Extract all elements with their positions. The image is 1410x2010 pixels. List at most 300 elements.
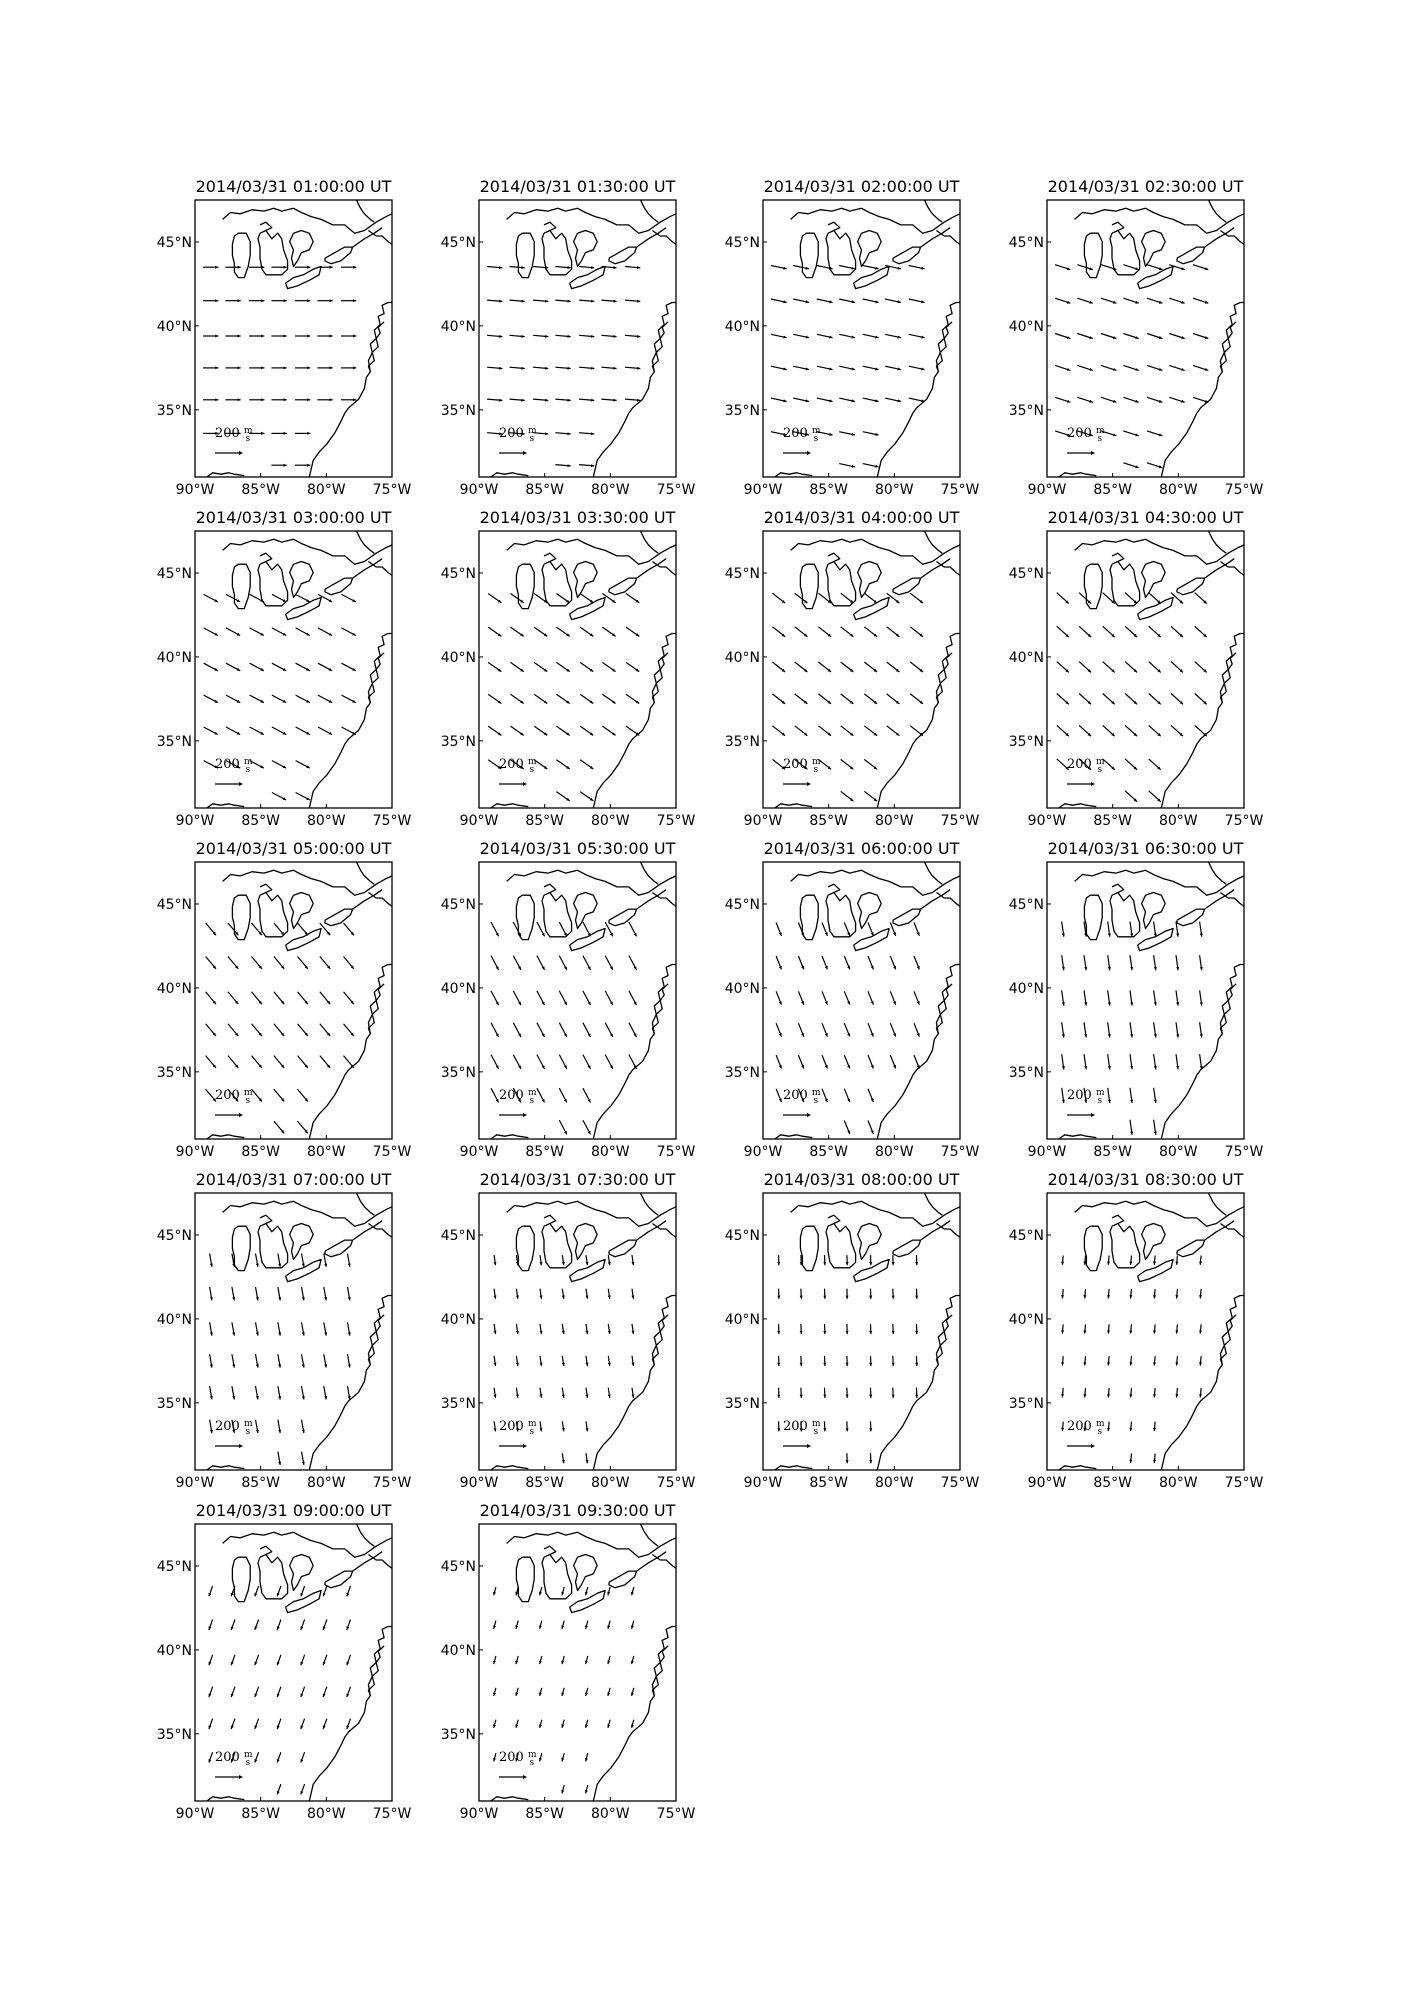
x-tick-label: 75°W — [940, 813, 980, 829]
wind-vector-head — [521, 335, 524, 338]
coastline-coast — [223, 539, 392, 564]
quiver-key-label: 200 $^m$ s — [215, 1419, 253, 1437]
coastline-huron — [290, 1555, 314, 1591]
x-tick-label: 85°W — [1093, 813, 1133, 829]
coastline-stlaw — [1205, 559, 1235, 578]
coastline-superiorIsl — [544, 553, 556, 561]
y-tick-label: 35°N — [156, 1395, 192, 1412]
y-tick-label: 40°N — [440, 1311, 476, 1328]
wind-vector-head — [261, 432, 264, 435]
wind-vector-head — [301, 1593, 304, 1596]
wind-vector-head — [613, 335, 616, 338]
coastline-michigan — [1084, 1226, 1102, 1270]
wind-vector-head — [567, 367, 570, 370]
wind-vector-head — [777, 1395, 780, 1398]
wind-vector-head — [1113, 368, 1117, 371]
y-tick-label: 40°N — [724, 318, 760, 335]
quiver-key-arrowhead — [523, 1775, 527, 1779]
x-tick-label: 75°W — [940, 1475, 980, 1491]
coastline-huron — [290, 893, 314, 929]
wind-vector-head — [869, 1363, 872, 1366]
map-panel — [441, 177, 696, 498]
coastline-superiorIsl — [828, 553, 840, 561]
wind-vector-head — [637, 266, 640, 269]
wind-vector-head — [591, 266, 594, 269]
wind-vector-head — [591, 367, 594, 370]
wind-vector-head — [323, 1662, 326, 1666]
quiver-key-arrowhead — [807, 782, 811, 786]
coastline-huron — [858, 562, 882, 598]
wind-vector-head — [1153, 1428, 1156, 1431]
wind-vector-head — [215, 266, 218, 269]
coastline-nova — [1220, 893, 1244, 907]
x-tick-label: 75°W — [656, 1806, 696, 1822]
wind-vector-head — [567, 464, 570, 467]
coastline-nova — [368, 1224, 392, 1238]
map-panel — [157, 508, 412, 829]
coastline-erie — [286, 267, 322, 289]
coastline-coast — [791, 208, 960, 233]
x-tick-label: 80°W — [590, 1806, 630, 1822]
wind-vector-head — [238, 299, 241, 302]
coastline-nova — [652, 231, 676, 245]
wind-vector-head — [1083, 1394, 1086, 1397]
coastline-ontario — [1177, 909, 1205, 926]
y-tick-label: 35°N — [156, 733, 192, 750]
coastline-superiorIsl — [1112, 222, 1124, 230]
coastline-quebec — [641, 1524, 659, 1546]
y-tick-label: 45°N — [440, 234, 476, 251]
x-tick-label: 85°W — [525, 482, 565, 498]
coastline-nova — [1220, 231, 1244, 245]
y-tick-label: 45°N — [1008, 234, 1044, 251]
y-tick-label: 45°N — [440, 1558, 476, 1575]
map-panel — [441, 1170, 696, 1491]
wind-vector-head — [255, 1726, 258, 1730]
coastline-huron — [290, 562, 314, 598]
x-tick-label: 80°W — [1158, 1144, 1198, 1160]
quiver-key-arrowhead — [1091, 451, 1095, 455]
wind-vector-head — [238, 366, 241, 369]
wind-vector-head — [591, 432, 594, 435]
quiver-key-arrowhead — [1091, 782, 1095, 786]
coastline-coast — [223, 1201, 392, 1226]
map-panel — [1009, 839, 1264, 1160]
coastline-quebec — [357, 531, 375, 553]
coastline-nova — [1220, 1224, 1244, 1238]
coastline-ontario — [1177, 578, 1205, 595]
coastline-ontario — [1177, 247, 1205, 264]
coastline-huron — [574, 562, 598, 598]
coastline-lowerMi — [258, 231, 288, 275]
panel-title: 2014/03/31 07:30:00 UT — [479, 1170, 676, 1189]
wind-vector-head — [1153, 1295, 1156, 1298]
coastline-east — [1161, 1296, 1244, 1471]
wind-vector-head — [307, 299, 310, 302]
wind-vector-head — [1205, 336, 1208, 339]
wind-vector-head — [846, 1331, 849, 1334]
coastline-coast — [791, 539, 960, 564]
x-tick-label: 85°W — [241, 482, 281, 498]
wind-vector-head — [284, 464, 287, 467]
coastline-quebec — [641, 531, 659, 553]
coastline-huron — [858, 893, 882, 929]
wind-vector-head — [1153, 1262, 1156, 1265]
wind-vector-head — [346, 1694, 349, 1698]
quiver-key-arrowhead — [239, 1113, 243, 1117]
coastline-superiorIsl — [1112, 553, 1124, 561]
x-tick-label: 80°W — [590, 1144, 630, 1160]
coastline-lowerMi — [542, 1224, 572, 1268]
coastline-huron — [858, 1224, 882, 1260]
wind-vector-head — [1159, 465, 1163, 468]
y-tick-label: 40°N — [1008, 1311, 1044, 1328]
coastline-east — [309, 1296, 392, 1471]
map-panel — [725, 508, 980, 829]
wind-vector-head — [591, 335, 594, 338]
coastline-nova — [368, 231, 392, 245]
coastline-coast — [223, 1532, 392, 1557]
quiver-key-arrowhead — [239, 782, 243, 786]
x-tick-label: 75°W — [656, 813, 696, 829]
wind-vector-head — [1113, 301, 1117, 304]
wind-vector-head — [1135, 400, 1138, 403]
coastline-superiorIsl — [544, 1546, 556, 1554]
panel-title: 2014/03/31 04:00:00 UT — [763, 508, 960, 527]
wind-vector-head — [1159, 301, 1163, 304]
y-tick-label: 35°N — [440, 733, 476, 750]
coastline-stlaw — [921, 559, 951, 578]
coastline-stlaw — [637, 890, 667, 909]
coastline-ontario — [325, 578, 353, 595]
y-tick-label: 45°N — [440, 1227, 476, 1244]
coastline-superiorIsl — [544, 1215, 556, 1223]
coastline-lowerMi — [826, 562, 856, 606]
panel-title: 2014/03/31 08:00:00 UT — [763, 1170, 960, 1189]
wind-vector-head — [823, 1296, 826, 1299]
y-tick-label: 35°N — [1008, 1064, 1044, 1081]
coastline-ontario — [893, 247, 921, 264]
quiver-key-label: 200 $^m$ s — [499, 757, 537, 775]
quiver-key-label: 200 $^m$ s — [783, 426, 821, 444]
y-tick-label: 45°N — [1008, 565, 1044, 582]
wind-vector-head — [1199, 1330, 1202, 1333]
wind-vector-head — [1061, 1295, 1064, 1298]
wind-vector-head — [1153, 1362, 1156, 1365]
coastline-quebec — [641, 200, 659, 222]
wind-vector-head — [1061, 1362, 1064, 1365]
wind-vector-head — [1061, 1428, 1064, 1431]
coastline-michigan — [232, 564, 250, 608]
wind-vector-head — [823, 1363, 826, 1366]
wind-vector-head — [777, 1428, 780, 1431]
coastline-huron — [290, 231, 314, 267]
coastline-erie — [854, 598, 890, 620]
coastline-lowerMi — [258, 562, 288, 606]
wind-vector-head — [1135, 433, 1138, 436]
wind-vector-head — [892, 1296, 895, 1299]
wind-vector-head — [238, 335, 241, 338]
wind-vector-head — [915, 1395, 918, 1398]
coastline-superiorIsl — [260, 553, 272, 561]
coastline-nova — [652, 893, 676, 907]
coastline-lowerMi — [826, 893, 856, 937]
wind-vector-head — [231, 1662, 234, 1666]
quiver-key-label: 200 $^m$ s — [1067, 426, 1105, 444]
x-tick-label: 75°W — [940, 482, 980, 498]
wind-vector-head — [277, 1694, 280, 1698]
y-tick-label: 40°N — [1008, 318, 1044, 335]
coastline-nova — [652, 562, 676, 576]
coastline-stlaw — [637, 559, 667, 578]
panel-title: 2014/03/31 01:30:00 UT — [479, 177, 676, 196]
wind-vector-head — [1153, 1394, 1156, 1397]
coastline-quebec — [641, 1193, 659, 1215]
x-tick-label: 80°W — [306, 1806, 346, 1822]
x-tick-label: 75°W — [372, 1806, 412, 1822]
wind-vector-head — [261, 266, 264, 269]
map-panel — [1009, 177, 1264, 498]
wind-vector-head — [301, 1726, 304, 1730]
wind-vector-head — [1181, 336, 1185, 339]
wind-vector-head — [353, 299, 356, 302]
wind-vector-head — [521, 367, 524, 370]
x-tick-label: 85°W — [525, 1806, 565, 1822]
wind-vector-head — [301, 1694, 304, 1698]
wind-vector-head — [231, 1726, 234, 1730]
wind-vector-head — [1061, 1330, 1064, 1333]
coastline-lowerMi — [542, 893, 572, 937]
x-tick-label: 90°W — [1027, 1475, 1067, 1491]
coastline-lowerMi — [258, 1224, 288, 1268]
x-tick-label: 75°W — [372, 482, 412, 498]
wind-vector-head — [637, 367, 640, 370]
coastline-quebec — [641, 862, 659, 884]
coastline-ontario — [609, 578, 637, 595]
coastline-lowerMi — [542, 1555, 572, 1599]
coastline-lowerMi — [1110, 562, 1140, 606]
wind-vector-head — [846, 1296, 849, 1299]
coastline-stlaw — [353, 559, 383, 578]
wind-vector-head — [277, 1726, 280, 1730]
x-tick-label: 90°W — [175, 813, 215, 829]
x-tick-label: 80°W — [306, 482, 346, 498]
coastline-stlaw — [637, 228, 667, 247]
coastline-lowerMi — [1110, 893, 1140, 937]
wind-vector-head — [215, 335, 218, 338]
wind-vector-head — [1135, 267, 1138, 270]
wind-vector-head — [846, 1428, 849, 1431]
wind-vector-head — [1199, 1262, 1202, 1265]
panel-title: 2014/03/31 03:30:00 UT — [479, 508, 676, 527]
wind-vector-head — [1135, 301, 1138, 304]
coastline-stlaw — [353, 890, 383, 909]
wind-vector-head — [777, 1296, 780, 1299]
coastline-stlaw — [921, 890, 951, 909]
coastline-coast — [507, 208, 676, 233]
coastline-erie — [570, 929, 606, 951]
coastline-lowerMi — [258, 1555, 288, 1599]
quiver-key-label: 200 $^m$ s — [1067, 1088, 1105, 1106]
coastline-coast — [1075, 208, 1244, 233]
coastline-east — [877, 303, 960, 478]
coastline-erie — [286, 1591, 322, 1613]
coastline-nova — [936, 1224, 960, 1238]
coastline-coast — [1075, 870, 1244, 895]
coastline-michigan — [516, 1226, 534, 1270]
coastline-east — [877, 634, 960, 809]
wind-vector-head — [353, 335, 356, 338]
coastline-stlaw — [353, 228, 383, 247]
wind-vector-head — [869, 1395, 872, 1398]
x-tick-label: 75°W — [372, 1144, 412, 1160]
x-tick-label: 90°W — [459, 1144, 499, 1160]
y-tick-label: 40°N — [440, 1642, 476, 1659]
coastline-michigan — [800, 1226, 818, 1270]
coastline-superiorIsl — [1112, 884, 1124, 892]
wind-vector-head — [892, 1331, 895, 1334]
quiver-key-arrowhead — [807, 1113, 811, 1117]
coastline-coast — [223, 870, 392, 895]
wind-vector-head — [915, 1296, 918, 1299]
panel-title: 2014/03/31 01:00:00 UT — [195, 177, 392, 196]
coastline-quebec — [1209, 531, 1227, 553]
x-tick-label: 90°W — [743, 813, 783, 829]
coastline-erie — [854, 267, 890, 289]
coastline-lowerMi — [1110, 1224, 1140, 1268]
wind-vector-head — [892, 1363, 895, 1366]
wind-vector-head — [238, 398, 241, 401]
quiver-key-label: 200 $^m$ s — [1067, 1419, 1105, 1437]
y-tick-label: 35°N — [724, 733, 760, 750]
quiver-key-label: 200 $^m$ s — [783, 1088, 821, 1106]
wind-vector-head — [1089, 267, 1093, 270]
wind-vector-head — [323, 1694, 326, 1698]
x-tick-label: 90°W — [459, 1806, 499, 1822]
wind-vector-head — [307, 464, 310, 467]
panel-title: 2014/03/31 06:30:00 UT — [1047, 839, 1244, 858]
wind-vector-head — [346, 1662, 349, 1666]
x-tick-label: 85°W — [525, 1144, 565, 1160]
x-tick-label: 90°W — [1027, 1144, 1067, 1160]
y-tick-label: 35°N — [440, 1064, 476, 1081]
coastline-michigan — [232, 1557, 250, 1601]
wind-vector-head — [255, 1662, 258, 1666]
coastline-huron — [574, 1555, 598, 1591]
wind-vector-head — [499, 399, 502, 402]
coastline-nova — [936, 231, 960, 245]
coastline-east — [593, 1627, 676, 1802]
y-tick-label: 45°N — [440, 896, 476, 913]
quiver-key-arrowhead — [1091, 1444, 1095, 1448]
coastline-superiorIsl — [828, 222, 840, 230]
wind-vector-head — [1199, 1394, 1202, 1397]
quiver-key-arrowhead — [807, 1444, 811, 1448]
y-tick-label: 45°N — [440, 565, 476, 582]
wind-vector-head — [1159, 368, 1163, 371]
x-tick-label: 90°W — [175, 482, 215, 498]
quiver-key-arrowhead — [1091, 1113, 1095, 1117]
coastline-stlaw — [353, 1221, 383, 1240]
wind-vector-head — [1159, 267, 1163, 270]
coastline-michigan — [232, 895, 250, 939]
y-tick-label: 40°N — [1008, 649, 1044, 666]
y-tick-label: 35°N — [724, 402, 760, 419]
x-tick-label: 75°W — [656, 1475, 696, 1491]
coastline-superiorIsl — [260, 1215, 272, 1223]
wind-vector-head — [499, 335, 502, 338]
wind-vector-head — [1113, 336, 1117, 339]
coastline-ontario — [325, 1571, 353, 1588]
coastline-superiorIsl — [260, 222, 272, 230]
y-tick-label: 45°N — [724, 234, 760, 251]
coastline-stlaw — [1205, 228, 1235, 247]
coastline-coast — [1075, 539, 1244, 564]
quiver-key-label: 200 $^m$ s — [499, 426, 537, 444]
wind-vector-head — [209, 1694, 212, 1698]
wind-vector-head — [255, 1759, 258, 1762]
wind-vector-head — [869, 1460, 872, 1463]
wind-vector-head — [323, 1593, 326, 1596]
wind-vector-head — [330, 299, 333, 302]
x-tick-label: 75°W — [1224, 1144, 1264, 1160]
wind-vector-head — [613, 399, 616, 402]
wind-vector-head — [1067, 267, 1070, 270]
x-tick-label: 80°W — [590, 1475, 630, 1491]
x-tick-label: 75°W — [372, 813, 412, 829]
wind-vector-head — [800, 1363, 803, 1366]
x-tick-label: 75°W — [1224, 482, 1264, 498]
wind-vector-head — [346, 1726, 349, 1730]
coastline-coast — [791, 1201, 960, 1226]
coastline-east — [1161, 965, 1244, 1140]
x-tick-label: 75°W — [656, 1144, 696, 1160]
wind-vector-head — [777, 1262, 780, 1265]
coastline-stlaw — [637, 1552, 667, 1571]
wind-vector-head — [307, 266, 310, 269]
wind-vector-head — [330, 366, 333, 369]
panel-title: 2014/03/31 08:30:00 UT — [1047, 1170, 1244, 1189]
map-panel — [157, 1170, 412, 1491]
x-tick-label: 85°W — [1093, 1144, 1133, 1160]
wind-vector-head — [284, 299, 287, 302]
wind-vector-head — [209, 1593, 212, 1596]
wind-vector-head — [353, 366, 356, 369]
wind-vector-head — [800, 1296, 803, 1299]
coastline-huron — [1142, 231, 1166, 267]
coastline-ontario — [1177, 1240, 1205, 1257]
coastline-nova — [936, 562, 960, 576]
wind-vector-head — [1083, 1362, 1086, 1365]
coastline-ontario — [609, 247, 637, 264]
wind-vector-head — [1135, 465, 1138, 468]
x-tick-label: 75°W — [1224, 813, 1264, 829]
y-tick-label: 40°N — [440, 980, 476, 997]
panel-title: 2014/03/31 09:30:00 UT — [479, 1501, 676, 1520]
y-tick-label: 45°N — [724, 896, 760, 913]
wind-vector-head — [613, 367, 616, 370]
coastline-stlaw — [1205, 1221, 1235, 1240]
wind-vector-head — [521, 399, 524, 402]
wind-vector-head — [1067, 368, 1070, 371]
wind-vector-head — [1135, 336, 1138, 339]
wind-vector-head — [800, 1395, 803, 1398]
coastline-east — [877, 1296, 960, 1471]
wind-vector-head — [330, 398, 333, 401]
wind-vector-head — [1205, 301, 1208, 304]
y-tick-label: 40°N — [440, 318, 476, 335]
wind-vector-head — [499, 367, 502, 370]
